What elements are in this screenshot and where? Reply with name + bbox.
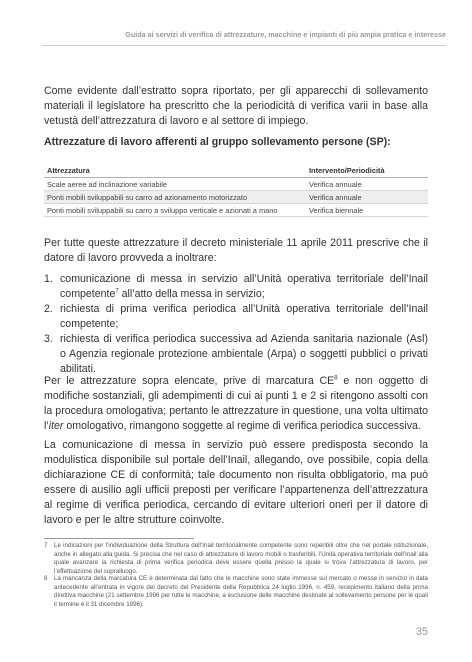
list-item-text: richiesta di verifica periodica successiva ad Azienda sanitaria nazionale (Asl) o Agenzia regionale protezione ambientale (Arpa) o soggetti pubblici o privati abilitati. xyxy=(60,333,428,375)
list-number: 1. xyxy=(44,273,53,285)
table-row xyxy=(44,178,428,191)
footnote-ref: 7 xyxy=(115,288,119,295)
footnote-number: 8 xyxy=(44,575,48,582)
marking-paragraph xyxy=(44,374,428,434)
column-header: Intervento/Periodicità xyxy=(306,164,428,178)
paragraph-text: Per le attrezzature sopra elencate, prive di marcatura CE xyxy=(44,375,335,387)
table-cell: Scale aeree ad inclinazione variabile xyxy=(44,178,306,191)
table-cell: Ponti mobili sviluppabili su carro a sviluppo verticale e azionati a mano xyxy=(44,204,306,217)
section-subheading: Attrezzature di lavoro afferenti al gruppo sollevamento persone (SP): xyxy=(44,136,391,148)
page-number: 35 xyxy=(415,626,428,638)
paragraph-text: omologativo, rimangono soggette al regime di verifica periodica successiva. xyxy=(63,420,421,432)
list-item xyxy=(44,272,428,302)
table-cell: Verifica biennale xyxy=(306,204,428,217)
footnote-text: Le indicazioni per l’individuazione della Struttura dell’Inail territorialmente competente sono reperibili oltre che nel portale istituzionale, anche in allegato alla guida. Si precisa che nel caso di attrezzature di lavoro mobili o trasferibili, l’Unità operativa territoriale dell’Inail alla quale avanzare la richiesta di prima verifica periodica deve essere quella presso la quale si trova l’attrezzatura di lavoro, per l’effettuazione del sopralluogo. xyxy=(54,542,428,575)
column-header: Attrezzatura xyxy=(44,164,306,178)
registration-paragraph: La comunicazione di messa in servizio può essere predisposta secondo la modulistica disponibile sul portale dell’Inail, allegando, ove possibile, copia della dichiarazione CE di conformità; tale documento non risulta obbligatorio, ma può essere di ausilio agli ufficii preposti per verificare l’appartenenza dell’attrezzatura al regime di verifica periodica, cercando di evitare ulteriori oneri per il datore di lavoro e per le altre strutture coinvolte. xyxy=(44,439,428,526)
paragraph-text: e non oggetto di modifiche sostanziali, gli adempimenti di cui ai punti 1 e 2 si ritengono assolti con la procedura omologativa; pertanto le attrezzature in questione, una volta ultimato l’ xyxy=(44,375,428,432)
list-item xyxy=(44,302,428,332)
running-header: Guida ai servizi di verifica di attrezzature, macchine e impianti di più ampia pratica e interesse xyxy=(125,30,446,39)
header-divider xyxy=(42,45,446,46)
equipment-table xyxy=(44,164,428,217)
table-header-row xyxy=(44,164,428,178)
table-cell: Ponti mobili sviluppabili su carro ad azionamento motorizzato xyxy=(44,191,306,204)
footnote xyxy=(44,575,428,609)
footnote-ref: 8 xyxy=(334,375,338,382)
table-cell: Verifica annuale xyxy=(306,178,428,191)
footnote xyxy=(44,542,428,576)
list-item-text: comunicazione di messa in servizio all’Unità operativa territoriale dell’Inail competente xyxy=(60,273,428,300)
table-row xyxy=(44,191,428,204)
footnote-text: La mancanza della marcatura CE è determinata dal fatto che le macchine sono state immesse sul mercato o messe in servizio in data antecedente all’entrata in vigore del decreto del Presidente della Repubblica 24 luglio 1996, n. 459, recepimento italiano della prima direttiva macchine (21 settembre 1996 per tutte le macchine, a esclusione delle macchine destinate al sollevamento persone per le quali il termine è il 31 dicembre 1996). xyxy=(54,575,428,608)
intro-paragraph: Come evidente dall’estratto sopra riportato, per gli apparecchi di sollevamento materiali il legislatore ha prescritto che la periodicità di verifica varii in base alla vetustà dell’attrezzatura di lavoro e al settore di impiego. xyxy=(44,85,428,127)
list-item-text: richiesta di prima verifica periodica all’Unità operativa territoriale dell’Inail competente; xyxy=(60,303,428,330)
table-cell: Verifica annuale xyxy=(306,191,428,204)
obligations-list xyxy=(44,272,428,377)
list-number: 3. xyxy=(44,333,53,345)
list-item-text: all’atto della messa in servizio; xyxy=(118,288,265,300)
list-item xyxy=(44,332,428,377)
table-row xyxy=(44,204,428,217)
obligations-paragraph: Per tutte queste attrezzature il decreto ministeriale 11 aprile 2011 prescrive che il datore di lavoro provveda a inoltrare: xyxy=(44,237,428,264)
footnote-number: 7 xyxy=(44,542,48,549)
list-number: 2. xyxy=(44,303,53,315)
italic-term: iter xyxy=(48,420,64,432)
footnote-divider xyxy=(44,538,194,539)
